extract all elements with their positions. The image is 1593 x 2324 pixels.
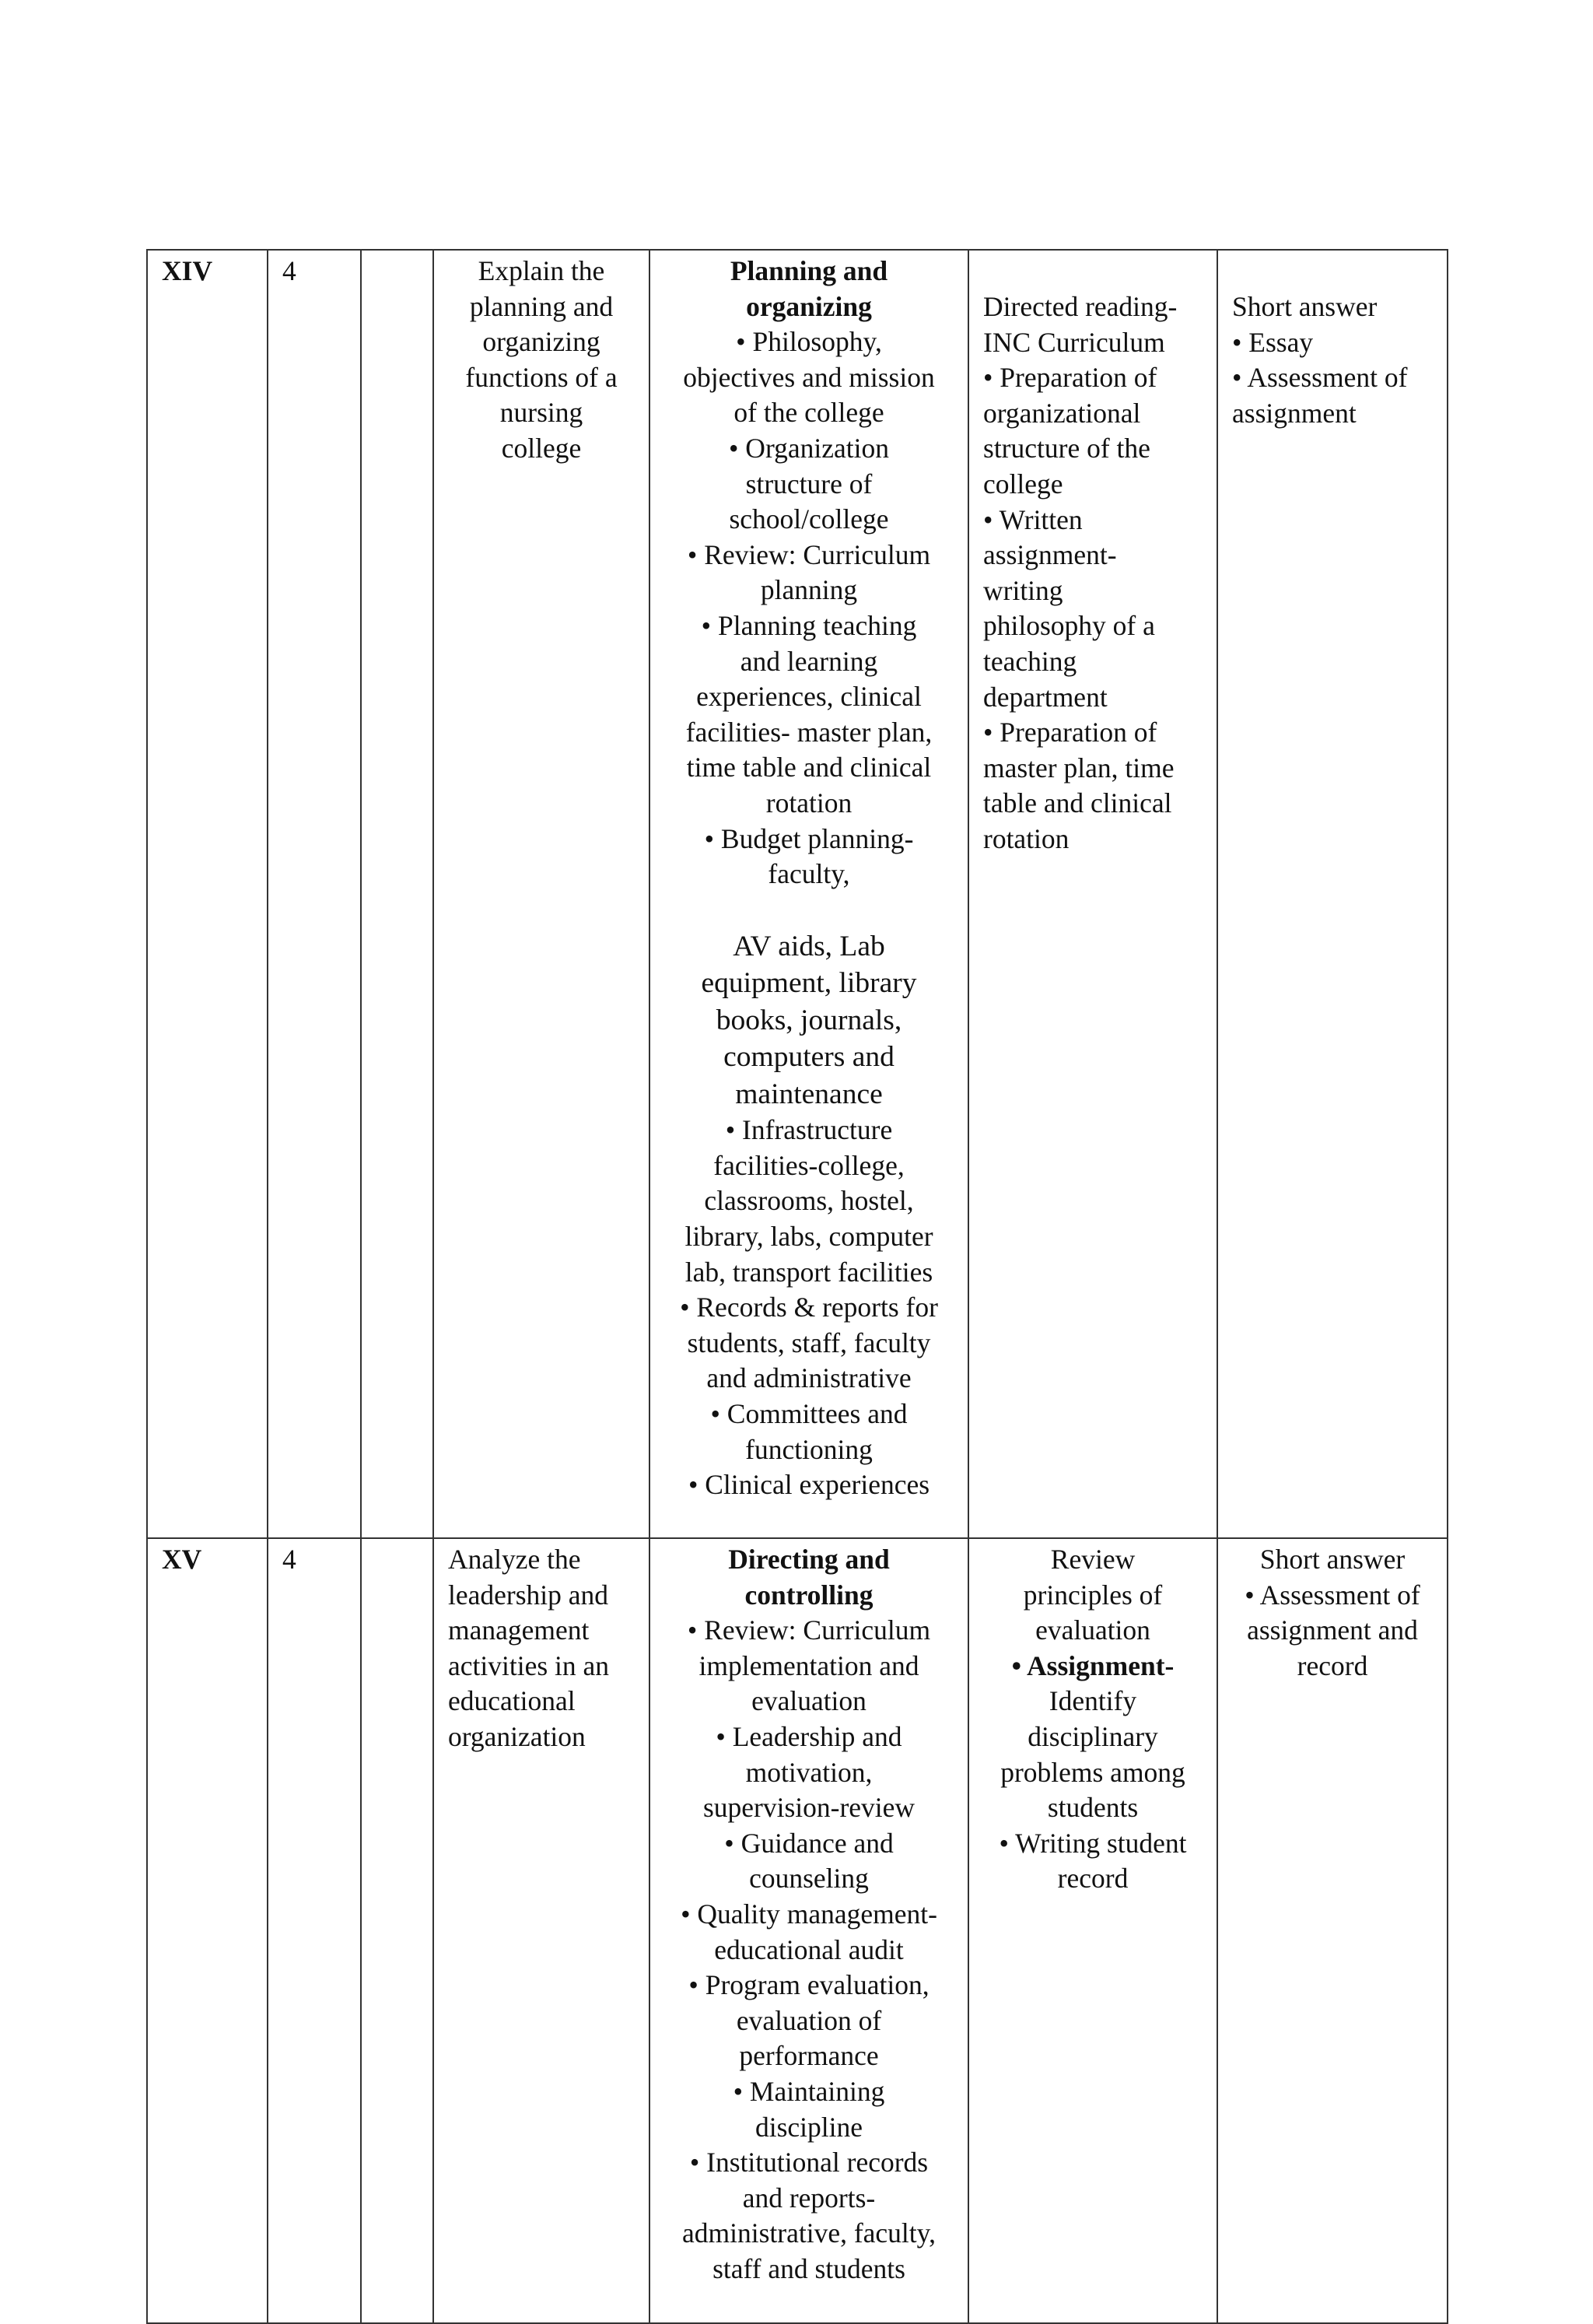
content-line: supervision-review <box>702 1792 916 1824</box>
content-line: • Guidance and <box>724 1827 894 1859</box>
content-line: • Leadership and <box>716 1720 902 1752</box>
content-line: administrative, faculty, <box>682 2217 936 2249</box>
method-line: • Written <box>983 503 1083 535</box>
method-line: • Writing student <box>999 1827 1187 1859</box>
method-line: Identify <box>1049 1685 1137 1717</box>
method-line: department <box>983 681 1108 713</box>
content-line: structure of <box>745 468 873 500</box>
evaluation-cell <box>1217 1538 1448 2323</box>
method-bold-line: • Assignment- <box>1011 1649 1175 1681</box>
content-line: computers and <box>723 1041 895 1074</box>
content-line: of the college <box>733 397 884 429</box>
evaluation-line: assignment <box>1232 397 1357 429</box>
objective-line: functions of a <box>465 361 618 393</box>
content-title: controlling <box>744 1579 874 1611</box>
method-line: structure of the <box>983 433 1150 464</box>
content-line: students, staff, faculty <box>687 1327 931 1358</box>
content-line: educational audit <box>714 1933 904 1965</box>
content-line: discipline <box>754 2111 863 2143</box>
content-line: facilities- master plan, <box>685 716 933 748</box>
content-line: • Budget planning- <box>704 822 914 854</box>
content-line: evaluation <box>751 1685 867 1717</box>
table-row <box>147 250 1448 1538</box>
content-line: counseling <box>749 1863 869 1895</box>
method-line: Review <box>1050 1544 1136 1575</box>
time-hours: 4 <box>282 1544 296 1575</box>
objective-line: planning and <box>469 290 614 322</box>
content-line: library, labs, computer <box>684 1220 933 1252</box>
content-line: equipment, library <box>701 967 917 1000</box>
content-line: • Maintaining <box>733 2075 885 2107</box>
blank-cell <box>361 1538 433 2323</box>
content-line: time table and clinical <box>686 752 932 783</box>
table-row <box>147 1538 1448 2323</box>
method-line: problems among <box>1000 1756 1185 1788</box>
content-line: • Infrastructure <box>725 1114 893 1146</box>
method-cell <box>968 1538 1217 2323</box>
content-line: and administrative <box>706 1362 912 1394</box>
objective-line: nursing <box>499 397 583 429</box>
time-cell <box>268 1538 361 2323</box>
content-title: organizing <box>746 290 872 322</box>
content-line: motivation, <box>745 1756 873 1788</box>
paragraph-gap <box>664 892 954 928</box>
content-line: lab, transport facilities <box>684 1256 933 1288</box>
objective-line: Explain the <box>478 255 605 286</box>
content-cell <box>649 1538 968 2323</box>
time-cell <box>268 250 361 1538</box>
content-line: • Planning teaching <box>701 609 917 641</box>
content-line: performance <box>739 2040 879 2072</box>
content-line: school/college <box>729 503 889 535</box>
content-line: faculty, <box>768 858 850 890</box>
time-hours: 4 <box>282 255 296 286</box>
content-line: and reports- <box>742 2182 876 2214</box>
content-line: • Review: Curriculum <box>687 1614 931 1646</box>
method-line: evaluation <box>1035 1614 1150 1646</box>
method-line: teaching <box>983 645 1077 677</box>
method-line: college <box>983 468 1063 500</box>
evaluation-line: Short answer <box>1259 1544 1406 1575</box>
method-line: INC Curriculum <box>983 326 1165 358</box>
unit-cell <box>147 250 268 1538</box>
evaluation-cell <box>1217 250 1448 1538</box>
unit-number: XV <box>162 1544 202 1575</box>
content-line: experiences, clinical <box>696 681 922 713</box>
content-line: rotation <box>765 787 853 818</box>
evaluation-line: • Essay <box>1232 326 1314 358</box>
content-line: AV aids, Lab <box>733 930 885 962</box>
content-line: • Organization <box>729 432 889 464</box>
method-line: • Preparation of <box>983 717 1157 748</box>
content-line: implementation and <box>698 1649 919 1681</box>
content-line: evaluation of <box>736 2004 882 2036</box>
method-line: master plan, time <box>983 752 1175 783</box>
syllabus-table <box>146 249 1448 2324</box>
evaluation-line: • Assessment of <box>1232 362 1408 394</box>
content-line: • Records & reports for <box>680 1292 938 1323</box>
method-line: students <box>1047 1792 1139 1824</box>
objective-line: organization <box>448 1720 586 1752</box>
method-line: writing <box>983 574 1063 606</box>
content-line: • Quality management- <box>681 1898 937 1930</box>
content-line: • Philosophy, <box>736 326 882 358</box>
content-line: • Review: Curriculum <box>687 538 931 570</box>
blank-cell <box>361 250 433 1538</box>
evaluation-line: • Assessment of <box>1245 1579 1420 1611</box>
objective-line: activities in an <box>448 1649 610 1681</box>
objective-line: Analyze the <box>448 1544 581 1575</box>
evaluation-line: assignment and <box>1247 1614 1418 1646</box>
content-title: Planning and <box>730 255 888 286</box>
unit-cell <box>147 1538 268 2323</box>
content-line: facilities-college, <box>713 1149 905 1181</box>
unit-number: XIV <box>162 255 213 286</box>
method-line: organizational <box>983 397 1141 429</box>
content-line: maintenance <box>735 1078 883 1110</box>
paragraph-gap <box>1232 254 1433 289</box>
content-line: and learning <box>740 645 878 677</box>
evaluation-line: Short answer <box>1232 291 1378 322</box>
content-line: staff and students <box>712 2252 905 2284</box>
objective-cell <box>433 250 649 1538</box>
content-line: planning <box>760 574 858 606</box>
method-line: table and clinical <box>983 787 1172 819</box>
method-cell <box>968 250 1217 1538</box>
method-line: assignment- <box>983 539 1117 571</box>
content-title: Directing and <box>728 1544 890 1575</box>
objective-line: organizing <box>482 326 600 358</box>
content-line: • Program evaluation, <box>688 1969 930 2001</box>
method-line: rotation <box>983 822 1070 854</box>
content-line: objectives and mission <box>683 361 935 393</box>
objective-line: management <box>448 1614 590 1646</box>
content-line: • Institutional records <box>689 2147 929 2179</box>
paragraph-gap <box>983 254 1203 289</box>
content-line: classrooms, hostel, <box>704 1185 914 1217</box>
content-cell <box>649 250 968 1538</box>
evaluation-line: record <box>1297 1649 1368 1681</box>
content-line: • Clinical experiences <box>688 1469 930 1501</box>
objective-cell <box>433 1538 649 2323</box>
method-line: principles of <box>1023 1579 1163 1611</box>
content-line: books, journals, <box>716 1004 902 1036</box>
method-line: disciplinary <box>1028 1720 1158 1752</box>
content-line: • Committees and <box>710 1397 908 1429</box>
method-line: philosophy of a <box>983 610 1155 642</box>
content-line: functioning <box>745 1433 873 1465</box>
objective-line: leadership and <box>448 1579 609 1611</box>
objective-line: college <box>501 432 582 464</box>
method-line: • Preparation of <box>983 362 1157 394</box>
objective-line: educational <box>448 1685 576 1717</box>
method-line: record <box>1057 1863 1129 1895</box>
method-line: Directed reading- <box>983 291 1178 322</box>
